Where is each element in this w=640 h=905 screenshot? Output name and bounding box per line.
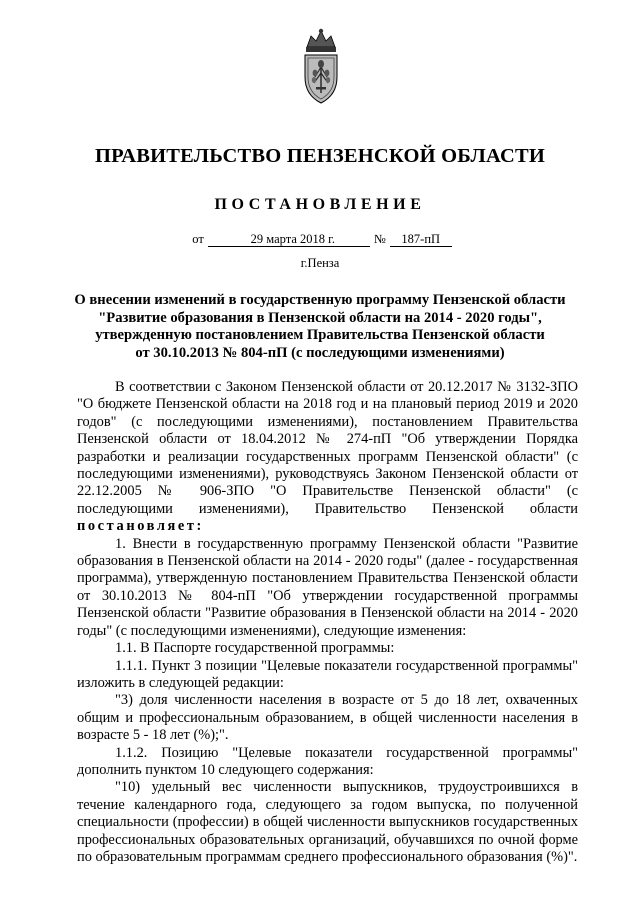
date-number-line [0,232,640,247]
coat-of-arms-icon [299,27,343,107]
subject-line: "Развитие образования в Пензенской области на 2014 - 2020 годы", [98,309,542,326]
preamble-paragraph [77,379,578,536]
document-body [77,379,578,866]
government-title: ПРАВИТЕЛЬСТВО ПЕНЗЕНСКОЙ ОБЛАСТИ [95,145,545,167]
paragraph: 1. Внести в государственную программу Пензенской области "Развитие образования в Пензенской области на 2014 - 2020 годы" (далее - государственная программа), утвержденную постановлением Правительства Пензенской области от 30.10.2013 № 804-пП "Об утверждении государственной программы Пензенской области "Развитие образования в Пензенской области на 2014 - 2020 годы" (с последующими изменениями), следующие изменения: [77,535,578,639]
document-date: 29 марта 2018 г. [208,232,370,247]
number-label: № [373,232,386,246]
subject-line: от 30.10.2013 № 804-пП (с последующими изменениями) [135,344,505,361]
subject-line: утвержденную постановлением Правительства Пензенской области [95,327,545,343]
paragraph: 1.1.1. Пункт 3 позиции "Целевые показатели государственной программы" изложить в следующей редакции: [77,657,578,691]
city-name: г.Пенза [300,256,340,270]
preamble-text: В соответствии с Законом Пензенской области от 20.12.2017 № 3132-ЗПО "О бюджете Пензенской области на 2018 год и на плановый период 2019 и 2020 годов" (с последующими изменениями), постановлением Правительства Пензенской области от 18.04.2012 № 274-пП "Об утверждении Порядка разработки и реализации государственных программ Пензенской области" (с последующими изменениями), руководствуясь Законом Пензенской области от 22.12.2005 № 906-ЗПО "О Правительстве Пензенской области" (с последующими изменениями), Правительство Пензенской области [77,379,578,517]
date-prefix: от [192,232,204,246]
paragraph: 1.1.2. Позицию "Целевые показатели государственной программы" дополнить пунктом 10 следующего содержания: [77,744,578,778]
document-subject [70,292,570,362]
paragraph: "10) удельный вес численности выпускников, трудоустроившихся в течение календарного года, следующего за годом выпуска, по полученной специальности (профессии) в общей численности выпускников государственных профессиональных образовательных организаций, обучавшихся по очной форме по образовательным программам среднего профессионального образования (%)". [77,779,578,865]
subject-line: О внесении изменений в государственную программу Пензенской области [74,292,566,308]
document-type-heading: ПОСТАНОВЛЕНИЕ [214,196,426,213]
decree-word: постановляет: [77,518,204,535]
paragraph: 1.1. В Паспорте государственной программы: [115,640,395,657]
document-number: 187-пП [390,232,452,247]
paragraph: "3) доля численности населения в возрасте от 5 до 18 лет, охваченных общим и профессиональным образованием, в общей численности населения в возрасте 5 - 18 лет (%);". [77,692,578,744]
